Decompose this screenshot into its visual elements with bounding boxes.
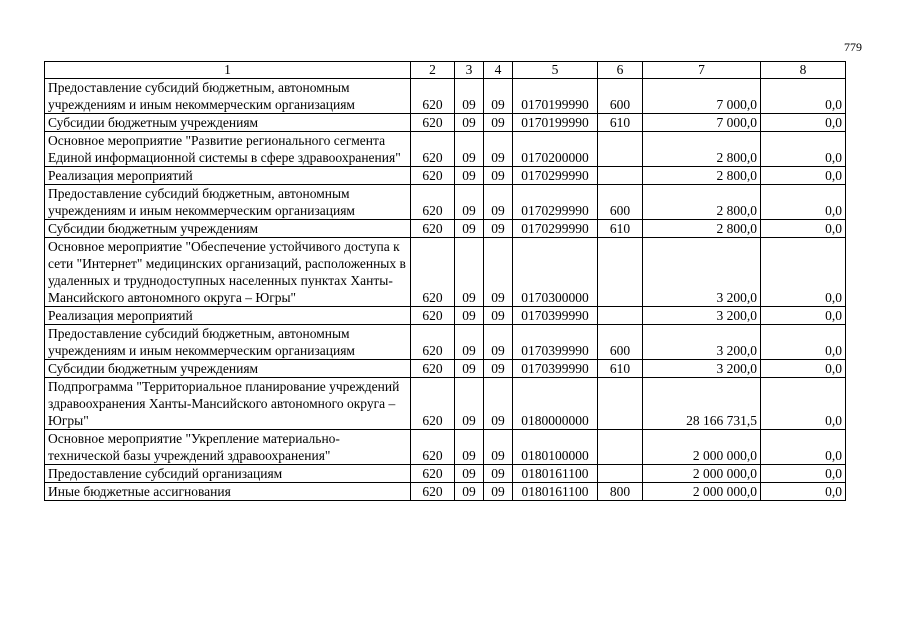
row-col4-cell: 09 [484,220,513,238]
row-col6-cell: 600 [598,325,643,360]
row-col7-cell: 2 000 000,0 [643,430,761,465]
table-row [45,114,846,132]
row-name-cell: Субсидии бюджетным учреждениям [45,220,411,238]
table-row [45,430,846,465]
row-col6-cell: 600 [598,79,643,114]
row-col3-cell: 09 [455,238,484,307]
row-col7-cell: 2 000 000,0 [643,465,761,483]
row-col2-cell: 620 [411,185,455,220]
row-col7-cell: 2 800,0 [643,167,761,185]
row-col6-cell [598,307,643,325]
row-col3-cell: 09 [455,79,484,114]
row-col3-cell: 09 [455,378,484,430]
row-col5-cell: 0170199990 [513,79,598,114]
row-col3-cell: 09 [455,430,484,465]
row-col6-cell [598,378,643,430]
table-row [45,378,846,430]
row-col8-cell: 0,0 [761,132,846,167]
row-col2-cell: 620 [411,79,455,114]
row-col3-cell: 09 [455,167,484,185]
row-col2-cell: 620 [411,220,455,238]
row-col4-cell: 09 [484,378,513,430]
header-cell: 8 [761,62,846,79]
row-name-cell: Иные бюджетные ассигнования [45,483,411,501]
row-col7-cell: 2 800,0 [643,220,761,238]
row-col3-cell: 09 [455,483,484,501]
row-col2-cell: 620 [411,360,455,378]
row-col4-cell: 09 [484,360,513,378]
row-col5-cell: 0170399990 [513,325,598,360]
header-cell: 6 [598,62,643,79]
row-col8-cell: 0,0 [761,114,846,132]
page-number: 779 [844,40,862,54]
row-col7-cell: 2 800,0 [643,185,761,220]
row-col4-cell: 09 [484,465,513,483]
row-col6-cell: 610 [598,220,643,238]
row-col3-cell: 09 [455,325,484,360]
row-col3-cell: 09 [455,114,484,132]
row-col3-cell: 09 [455,220,484,238]
row-col6-cell [598,238,643,307]
row-col5-cell: 0180100000 [513,430,598,465]
row-col3-cell: 09 [455,185,484,220]
row-col2-cell: 620 [411,114,455,132]
header-cell: 3 [455,62,484,79]
row-col8-cell: 0,0 [761,220,846,238]
table-row [45,167,846,185]
row-name-cell: Субсидии бюджетным учреждениям [45,114,411,132]
row-col5-cell: 0170399990 [513,307,598,325]
row-col5-cell: 0180000000 [513,378,598,430]
row-col8-cell: 0,0 [761,430,846,465]
header-cell: 4 [484,62,513,79]
row-col8-cell: 0,0 [761,465,846,483]
row-name-cell: Реализация мероприятий [45,167,411,185]
row-col2-cell: 620 [411,430,455,465]
row-col3-cell: 09 [455,465,484,483]
header-row [45,62,846,79]
row-col6-cell: 610 [598,114,643,132]
row-col5-cell: 0170299990 [513,185,598,220]
row-col7-cell: 2 800,0 [643,132,761,167]
row-col4-cell: 09 [484,79,513,114]
row-col2-cell: 620 [411,483,455,501]
row-col8-cell: 0,0 [761,378,846,430]
row-col5-cell: 0170399990 [513,360,598,378]
row-col2-cell: 620 [411,167,455,185]
row-col4-cell: 09 [484,307,513,325]
table-row [45,79,846,114]
row-name-cell: Основное мероприятие "Обеспечение устойчивого доступа к сети "Интернет" медицинских организаций, расположенных в удаленных и труднодоступных населенных пунктах Ханты-Мансийского автономного округа – Югры" [45,238,411,307]
table-row [45,483,846,501]
row-col6-cell [598,167,643,185]
row-col5-cell: 0170300000 [513,238,598,307]
row-col4-cell: 09 [484,185,513,220]
row-col4-cell: 09 [484,325,513,360]
row-col4-cell: 09 [484,167,513,185]
row-col8-cell: 0,0 [761,483,846,501]
row-col8-cell: 0,0 [761,79,846,114]
table-row [45,220,846,238]
row-col8-cell: 0,0 [761,238,846,307]
row-col2-cell: 620 [411,378,455,430]
row-col4-cell: 09 [484,483,513,501]
row-col7-cell: 7 000,0 [643,79,761,114]
row-name-cell: Предоставление субсидий бюджетным, автономным учреждениям и иным некоммерческим организациям [45,79,411,114]
row-col5-cell: 0180161100 [513,465,598,483]
header-cell: 2 [411,62,455,79]
row-col3-cell: 09 [455,307,484,325]
row-name-cell: Подпрограмма "Территориальное планирование учреждений здравоохранения Ханты-Мансийского автономного округа – Югры" [45,378,411,430]
row-col5-cell: 0180161100 [513,483,598,501]
row-col5-cell: 0170199990 [513,114,598,132]
row-col6-cell: 600 [598,185,643,220]
row-col5-cell: 0170200000 [513,132,598,167]
budget-table [44,61,846,501]
row-col4-cell: 09 [484,114,513,132]
row-col4-cell: 09 [484,238,513,307]
table-row [45,360,846,378]
row-col6-cell [598,132,643,167]
header-cell: 1 [45,62,411,79]
table-body [45,79,846,501]
row-col6-cell: 800 [598,483,643,501]
row-name-cell: Предоставление субсидий организациям [45,465,411,483]
table-row [45,325,846,360]
table-row [45,238,846,307]
row-col2-cell: 620 [411,307,455,325]
row-name-cell: Основное мероприятие "Развитие регионального сегмента Единой информационной системы в сфере здравоохранения" [45,132,411,167]
row-col4-cell: 09 [484,132,513,167]
header-cell: 7 [643,62,761,79]
row-col8-cell: 0,0 [761,325,846,360]
row-name-cell: Реализация мероприятий [45,307,411,325]
row-col5-cell: 0170299990 [513,167,598,185]
row-col8-cell: 0,0 [761,360,846,378]
row-col6-cell [598,465,643,483]
row-col7-cell: 2 000 000,0 [643,483,761,501]
row-col2-cell: 620 [411,465,455,483]
row-col7-cell: 3 200,0 [643,307,761,325]
row-col2-cell: 620 [411,238,455,307]
row-col5-cell: 0170299990 [513,220,598,238]
row-col6-cell [598,430,643,465]
header-cell: 5 [513,62,598,79]
row-col8-cell: 0,0 [761,167,846,185]
row-col6-cell: 610 [598,360,643,378]
row-name-cell: Предоставление субсидий бюджетным, автономным учреждениям и иным некоммерческим организациям [45,325,411,360]
row-name-cell: Основное мероприятие "Укрепление материально-технической базы учреждений здравоохранения" [45,430,411,465]
row-col7-cell: 3 200,0 [643,360,761,378]
row-name-cell: Предоставление субсидий бюджетным, автономным учреждениям и иным некоммерческим организациям [45,185,411,220]
row-col7-cell: 7 000,0 [643,114,761,132]
row-col3-cell: 09 [455,360,484,378]
table-row [45,185,846,220]
table-row [45,132,846,167]
table-row [45,307,846,325]
row-col8-cell: 0,0 [761,307,846,325]
row-col2-cell: 620 [411,325,455,360]
row-col7-cell: 3 200,0 [643,238,761,307]
table-row [45,465,846,483]
row-col7-cell: 3 200,0 [643,325,761,360]
row-name-cell: Субсидии бюджетным учреждениям [45,360,411,378]
row-col8-cell: 0,0 [761,185,846,220]
row-col2-cell: 620 [411,132,455,167]
row-col3-cell: 09 [455,132,484,167]
row-col4-cell: 09 [484,430,513,465]
row-col7-cell: 28 166 731,5 [643,378,761,430]
